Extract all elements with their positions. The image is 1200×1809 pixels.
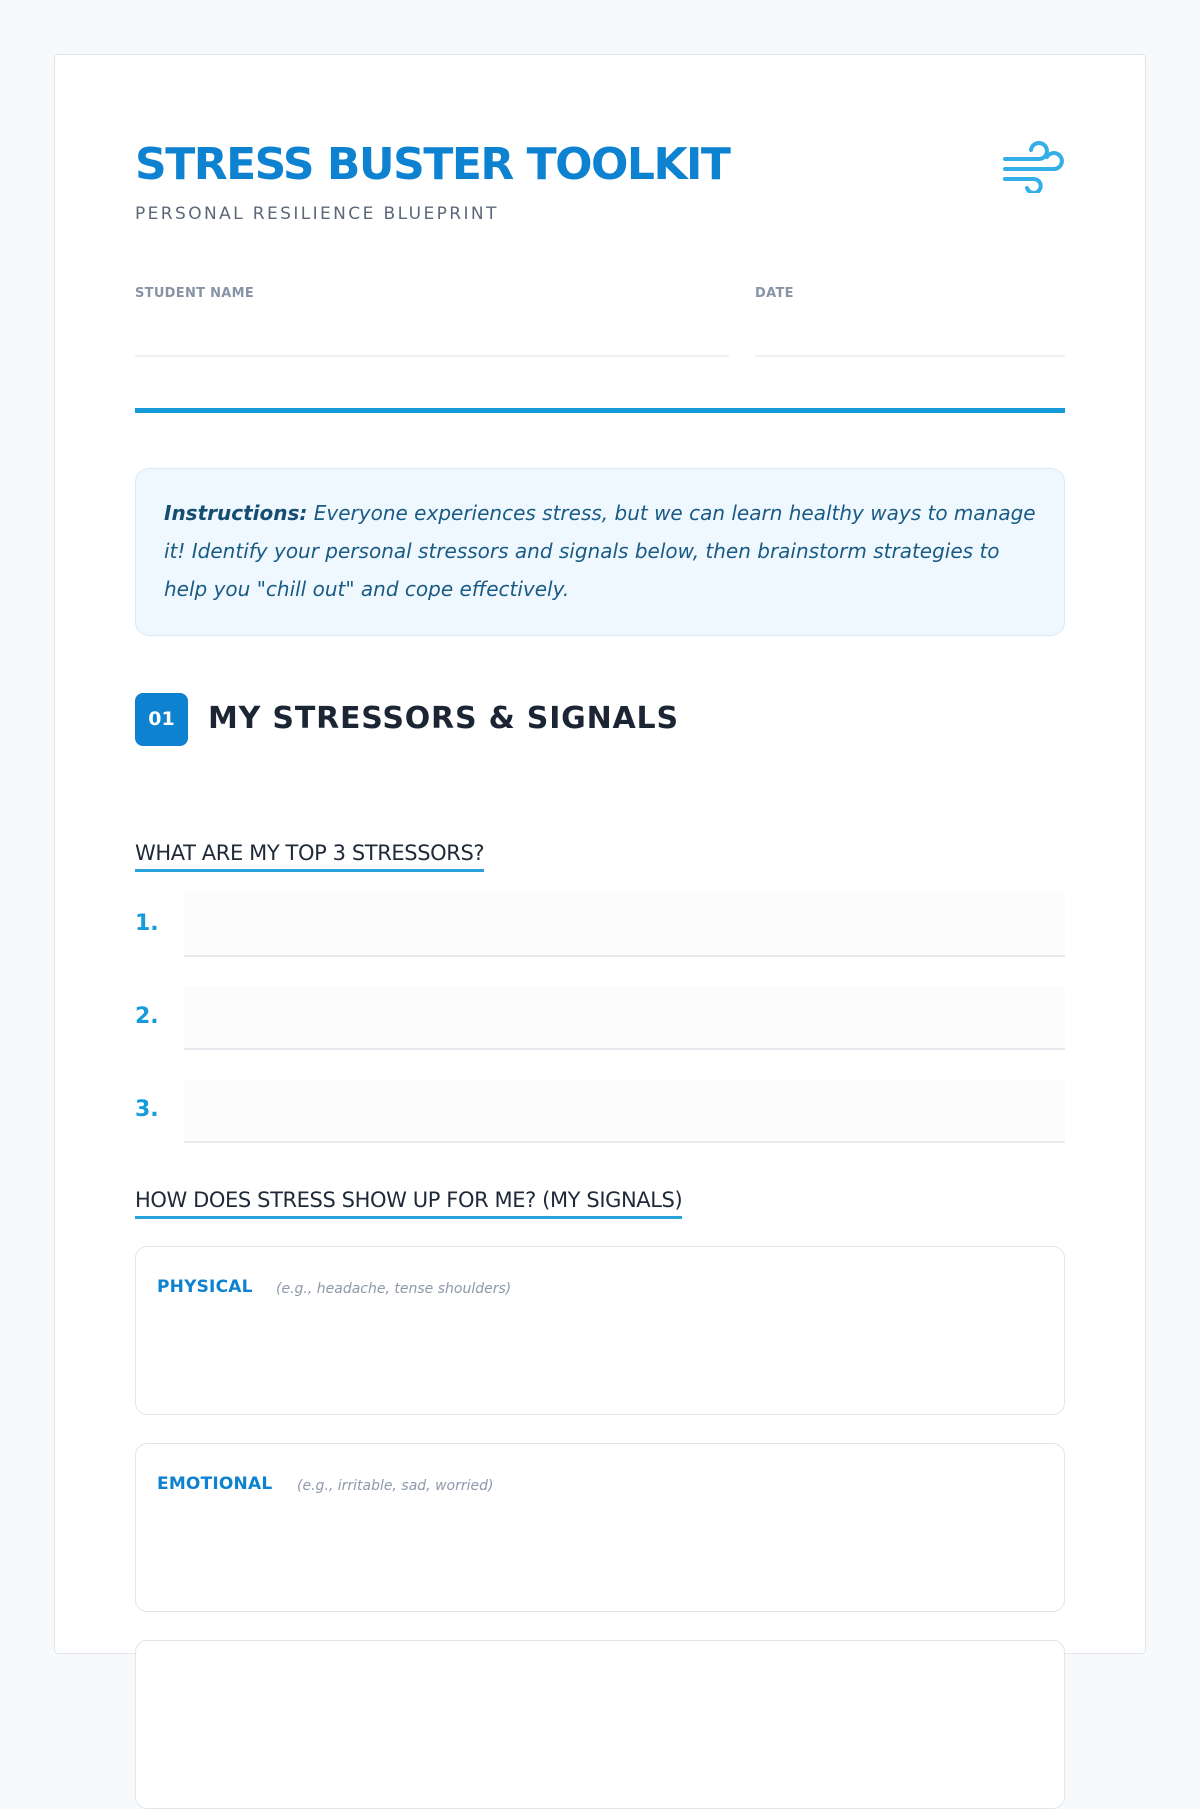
- stressor-number: 1.: [135, 911, 159, 936]
- worksheet-page: [54, 54, 1146, 1654]
- signal-hint: (e.g., irritable, sad, worried): [297, 1478, 494, 1494]
- stressor-input-1[interactable]: [184, 893, 1065, 955]
- signals-heading: HOW DOES STRESS SHOW UP FOR ME? (MY SIGNALS): [135, 1186, 682, 1219]
- student-name-input[interactable]: [135, 315, 733, 357]
- stressor-number: 2.: [135, 1004, 159, 1029]
- page-title: STRESS BUSTER TOOLKIT: [135, 139, 730, 190]
- stressor-line: [184, 893, 1065, 957]
- signal-label: PHYSICAL: [157, 1277, 253, 1297]
- signal-box-emotional: [135, 1443, 1065, 1612]
- stressors-heading: WHAT ARE MY TOP 3 STRESSORS?: [135, 839, 484, 872]
- signal-hint: (e.g., headache, tense shoulders): [276, 1281, 512, 1297]
- student-name-line: [135, 315, 729, 357]
- signal-box-next: [135, 1640, 1065, 1809]
- student-name-label: STUDENT NAME: [135, 286, 255, 301]
- wind-icon: [1003, 141, 1065, 193]
- stressor-line: [184, 986, 1065, 1050]
- page-subtitle: PERSONAL RESILIENCE BLUEPRINT: [135, 204, 499, 224]
- date-input[interactable]: [755, 315, 1069, 357]
- date-line: [755, 315, 1065, 357]
- header-divider: [135, 408, 1065, 413]
- stressor-input-2[interactable]: [184, 986, 1065, 1048]
- instructions-text: Everyone experiences stress, but we can learn healthy ways to manage it! Identify your personal stressors and signals below, then brainstorm strategies to help you "chill out" and cope effectively.: [164, 501, 1036, 601]
- stressor-number: 3.: [135, 1097, 159, 1122]
- emotional-signal-input[interactable]: [157, 1508, 1047, 1602]
- signal-label: EMOTIONAL: [157, 1474, 273, 1494]
- section-title: MY STRESSORS & SIGNALS: [208, 701, 679, 736]
- physical-signal-input[interactable]: [157, 1311, 1047, 1405]
- signal-box-physical: [135, 1246, 1065, 1415]
- stressor-line: [184, 1079, 1065, 1143]
- section-number-badge: 01: [135, 693, 188, 746]
- instructions-box: [135, 468, 1065, 636]
- date-label: DATE: [755, 286, 794, 301]
- instructions-label: Instructions:: [164, 501, 308, 525]
- stressor-input-3[interactable]: [184, 1079, 1065, 1141]
